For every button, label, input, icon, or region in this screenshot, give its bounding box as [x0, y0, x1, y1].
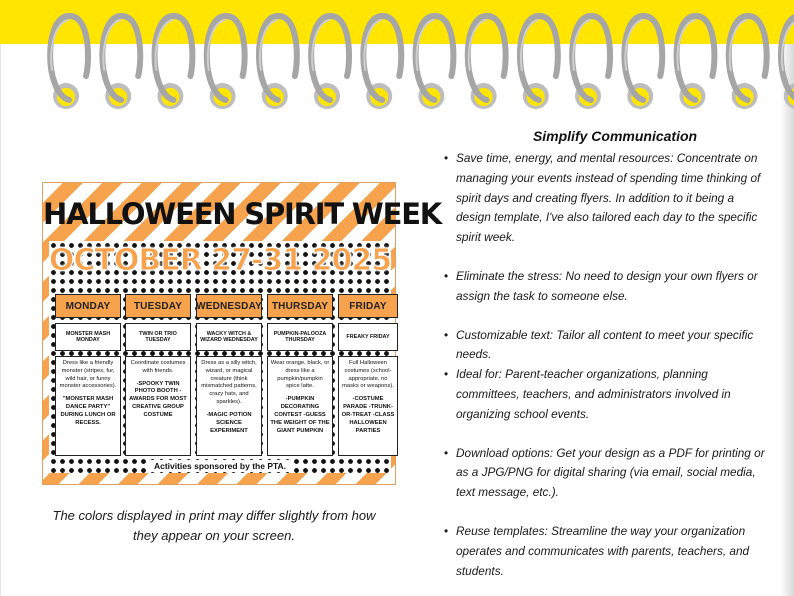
day-description-text: Coordinate costumes with friends.	[130, 360, 186, 374]
feature-item: • Eliminate the stress: No need to design your own flyers or assign the task to someone else.	[440, 267, 770, 307]
day-column-friday	[338, 294, 398, 456]
day-header: TUESDAY	[125, 294, 191, 318]
day-theme: TWIN OR TRIO TUESDAY	[125, 323, 191, 351]
feature-item: • Reuse templates: Streamline the way your organization operates and communicates with parents, teachers, and students.	[440, 522, 770, 581]
day-activity: -SPOOKY TWIN PHOTO BOOTH -AWARDS FOR MOST CREATIVE GROUP COSTUME	[129, 380, 187, 418]
day-header: MONDAY	[55, 294, 121, 318]
section-heading: Simplify Communication	[532, 128, 698, 144]
day-theme: PUMPKIN-PALOOZA THURSDAY	[267, 323, 333, 351]
day-theme: WACKY WITCH & WIZARD WEDNESDAY	[196, 323, 262, 351]
day-theme: FREAKY FRIDAY	[338, 323, 398, 351]
day-activity: "MONSTER MASH DANCE PARTY" DURING LUNCH OR RECESS.	[60, 396, 116, 426]
day-column-thursday	[267, 294, 333, 456]
spirit-week-flyer	[42, 182, 442, 485]
day-description	[196, 356, 262, 456]
feature-item: • Ideal for: Parent-teacher organizations, planning committees, teachers, and administrators involved in organizing school events.	[440, 365, 770, 424]
day-column-tuesday	[125, 294, 191, 456]
day-activity: -COSTUME PARADE -TRUNK-OR-TREAT -CLASS HALLOWEEN PARTIES	[341, 396, 395, 434]
day-column-wednesday	[196, 294, 262, 456]
feature-list	[440, 149, 770, 581]
day-description-text: Dress as a silly witch, wizard, or magical creature (think mismatched patterns, crazy hats, and sparkles).	[201, 360, 257, 406]
day-header: THURSDAY	[267, 294, 333, 318]
day-description-text: Full Halloween costumes (school-appropriate, no masks or weapons).	[342, 360, 394, 390]
spiral-binding	[0, 0, 794, 120]
paper-edge-shadow	[780, 44, 794, 596]
feature-item: • Save time, energy, and mental resources: Concentrate on managing your events instead of spending time thinking of spirit days and creating flyers. In addition to it being a design template, I've also tailored each day to the specific spirit week.	[440, 149, 770, 248]
print-color-caption: The colors displayed in print may differ slightly from how they appear on your screen.	[52, 508, 376, 543]
flyer-title: HALLOWEEN SPIRIT WEEK	[43, 197, 442, 231]
day-header: FRIDAY	[338, 294, 398, 318]
feature-item: • Customizable text: Tailor all content to meet your specific needs.	[440, 326, 770, 366]
day-description-text: Dress like a friendly monster (stripes, fur, wild hair, or funny monster accessories).	[59, 360, 117, 390]
flyer-sponsor-line	[43, 461, 397, 471]
day-description	[338, 356, 398, 456]
day-column-monday	[55, 294, 121, 456]
day-header: WEDNESDAY	[196, 294, 262, 318]
day-activity: -PUMPKIN DECORATING CONTEST -GUESS THE WEIGHT OF THE GIANT PUMPKIN	[270, 396, 330, 434]
day-activity: -MAGIC POTION SCIENCE EXPERIMENT	[206, 411, 252, 434]
day-description	[267, 356, 333, 456]
flyer-date: OCTOBER 27-31 2025	[48, 243, 392, 278]
sponsor-text: Activities sponsored by the PTA.	[148, 460, 292, 472]
day-theme: MONSTER MASH MONDAY	[55, 323, 121, 351]
day-description-text: Wear orange, black, or dress like a pumpkin/pumpkin spice latte.	[270, 360, 330, 390]
description-panel	[440, 128, 770, 581]
feature-item: • Download options: Get your design as a PDF for printing or as a JPG/PNG for digital sharing (via email, social media, text message, etc.).	[440, 444, 770, 503]
day-description	[125, 356, 191, 456]
day-description	[55, 356, 121, 456]
